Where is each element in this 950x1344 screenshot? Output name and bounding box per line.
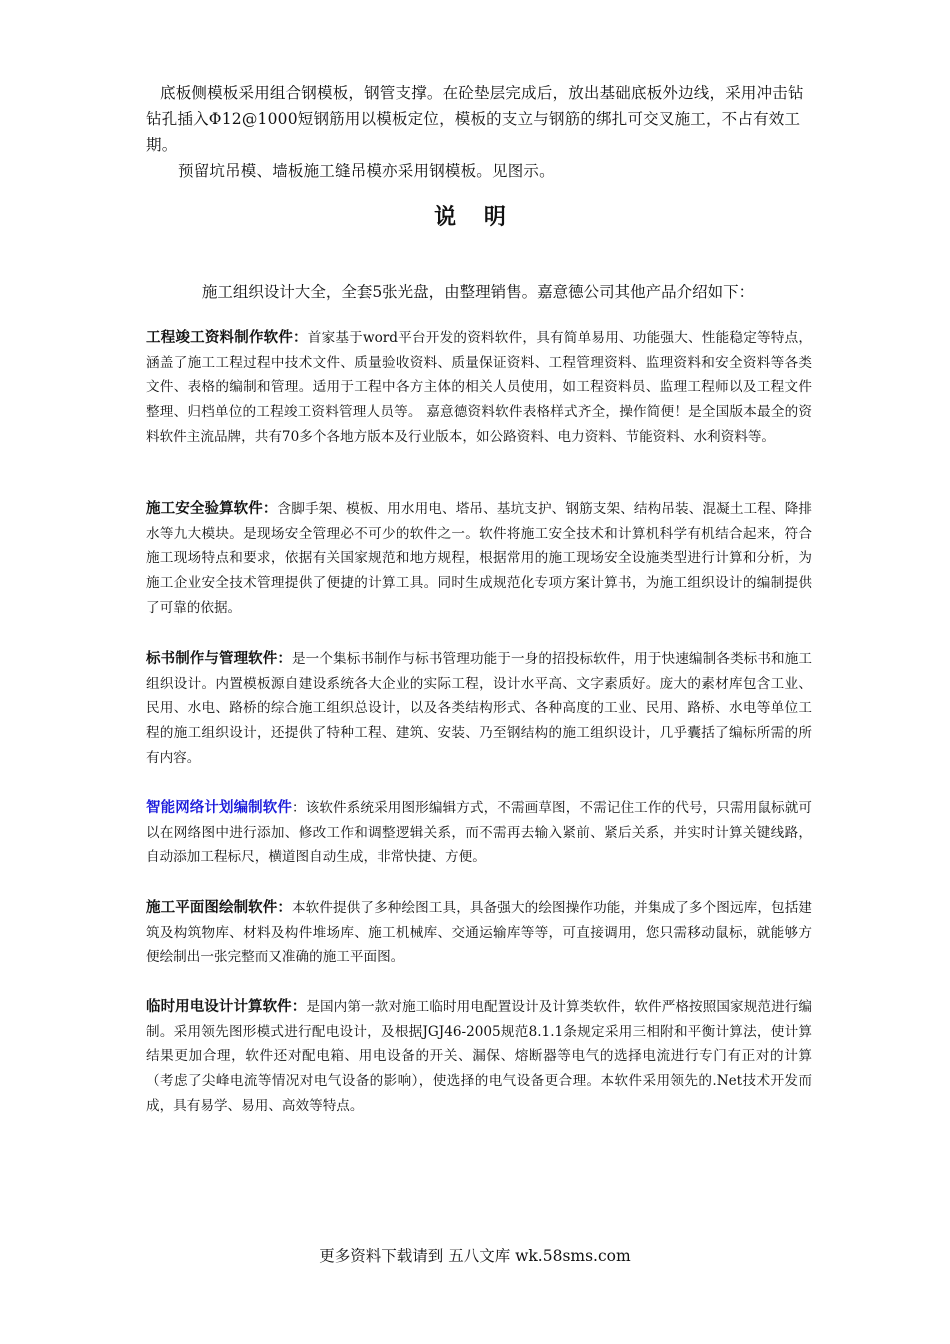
section-temp-power-software [146, 995, 812, 1119]
section-body: 本软件提供了多种绘图工具，具备强大的绘图操作功能，并集成了多个图远库，包括建筑及构筑物库、材料及构件堆场库、施工机械库、交通运输库等等，可直接调用，您只需移动鼠标，就能够方便绘制出一张完整而又准确的施工平面图。 [146, 900, 813, 966]
section-tender-software [146, 647, 812, 771]
section-label: 施工安全验算软件： [146, 501, 278, 517]
intro-paragraph-1: 底板侧模板采用组合钢模板，钢管支撑。在砼垫层完成后，放出基础底板外边线，采用冲击钻钻孔插入Φ12@1000短钢筋用以模板定位，模板的支立与钢筋的绑扎可交叉施工，不占有效工期。 [146, 84, 804, 154]
section-body: 是国内第一款对施工临时用电配置设计及计算类软件，软件严格按照国家规范进行编制。采用领先图形模式进行配电设计，及根据JGJ46-2005规范8.1.1条规定采用三相附和平衡计算法，使计算结果更加合理，软件还对配电箱、用电设备的开关、漏保、熔断器等电气的选择电流进行专门有正对的计算（考虑了尖峰电流等情况对电气设备的影响），使选择的电气设备更合理。本软件采用领先的.Net技术开发而成，具有易学、易用、高效等特点。 [146, 999, 812, 1114]
section-label: 智能网络计划编制软件 [146, 800, 292, 816]
products-intro: 施工组织设计大全，全套5张光盘，由整理销售。嘉意德公司其他产品介绍如下： [201, 283, 755, 301]
section-site-plan-software [146, 896, 812, 970]
section-body: 是一个集标书制作与标书管理功能于一身的招投标软件，用于快速编制各类标书和施工组织设计。内置模板源自建设系统各大企业的实际工程，设计水平高、文字素质好。庞大的素材库包含工业、民用、水电、路桥的综合施工组织总设计，以及各类结构形式、各种高度的工业、民用、路桥、水电等单位工程的施工组织设计，还提供了特种工程、建筑、安装、乃至钢结构的施工组织设计，几乎囊括了编标所需的所有内容。 [146, 651, 813, 766]
page-heading: 说 明 [434, 205, 516, 230]
section-label: 标书制作与管理软件： [146, 651, 292, 667]
section-label: 临时用电设计计算软件： [146, 999, 307, 1015]
section-network-plan-software [146, 796, 812, 870]
section-safety-calc-software [146, 497, 812, 621]
section-label: 工程竣工资料制作软件： [146, 330, 308, 346]
section-body: 含脚手架、模板、用水用电、塔吊、基坑支护、钢筋支架、结构吊装、混凝土工程、降排水等九大模块。是现场安全管理必不可少的软件之一。软件将施工安全技术和计算机科学有机结合起来，符合施工现场特点和要求，依据有关国家规范和地方规程，根据常用的施工现场安全设施类型进行计算和分析，为施工企业安全技术管理提供了便捷的计算工具。同时生成规范化专项方案计算书，为施工组织设计的编制提供了可靠的依据。 [146, 501, 813, 616]
section-completion-docs-software [146, 326, 812, 450]
footer-link-text: 更多资料下载请到 五八文库 wk.58sms.com [319, 1247, 631, 1265]
intro-block [146, 80, 810, 184]
section-body: ：该软件系统采用图形编辑方式，不需画草图，不需记住工作的代号，只需用鼠标就可以在网络图中进行添加、修改工作和调整逻辑关系，而不需再去输入紧前、紧后关系，并实时计算关键线路，自动添加工程标尺，横道图自动生成，非常快捷、方便。 [146, 800, 813, 866]
section-label: 施工平面图绘制软件： [146, 900, 292, 916]
section-body: 首家基于word平台开发的资料软件，具有简单易用、功能强大、性能稳定等特点，涵盖了施工工程过程中技术文件、质量验收资料、质量保证资料、工程管理资料、监理资料和安全资料等各类文件、表格的编制和管理。适用于工程中各方主体的相关人员使用，如工程资料员、监理工程师以及工程文件整理、归档单位的工程竣工资料管理人员等。 嘉意德资料软件表格样式齐全，操作简便！是全国版本最全的资料软件主流品牌，共有70多个各地方版本及行业版本，如公路资料、电力资料、节能资料、水利资料等。 [146, 330, 812, 445]
intro-paragraph-2: 预留坑吊模、墙板施工缝吊模亦采用钢模板。见图示。 [178, 162, 555, 180]
